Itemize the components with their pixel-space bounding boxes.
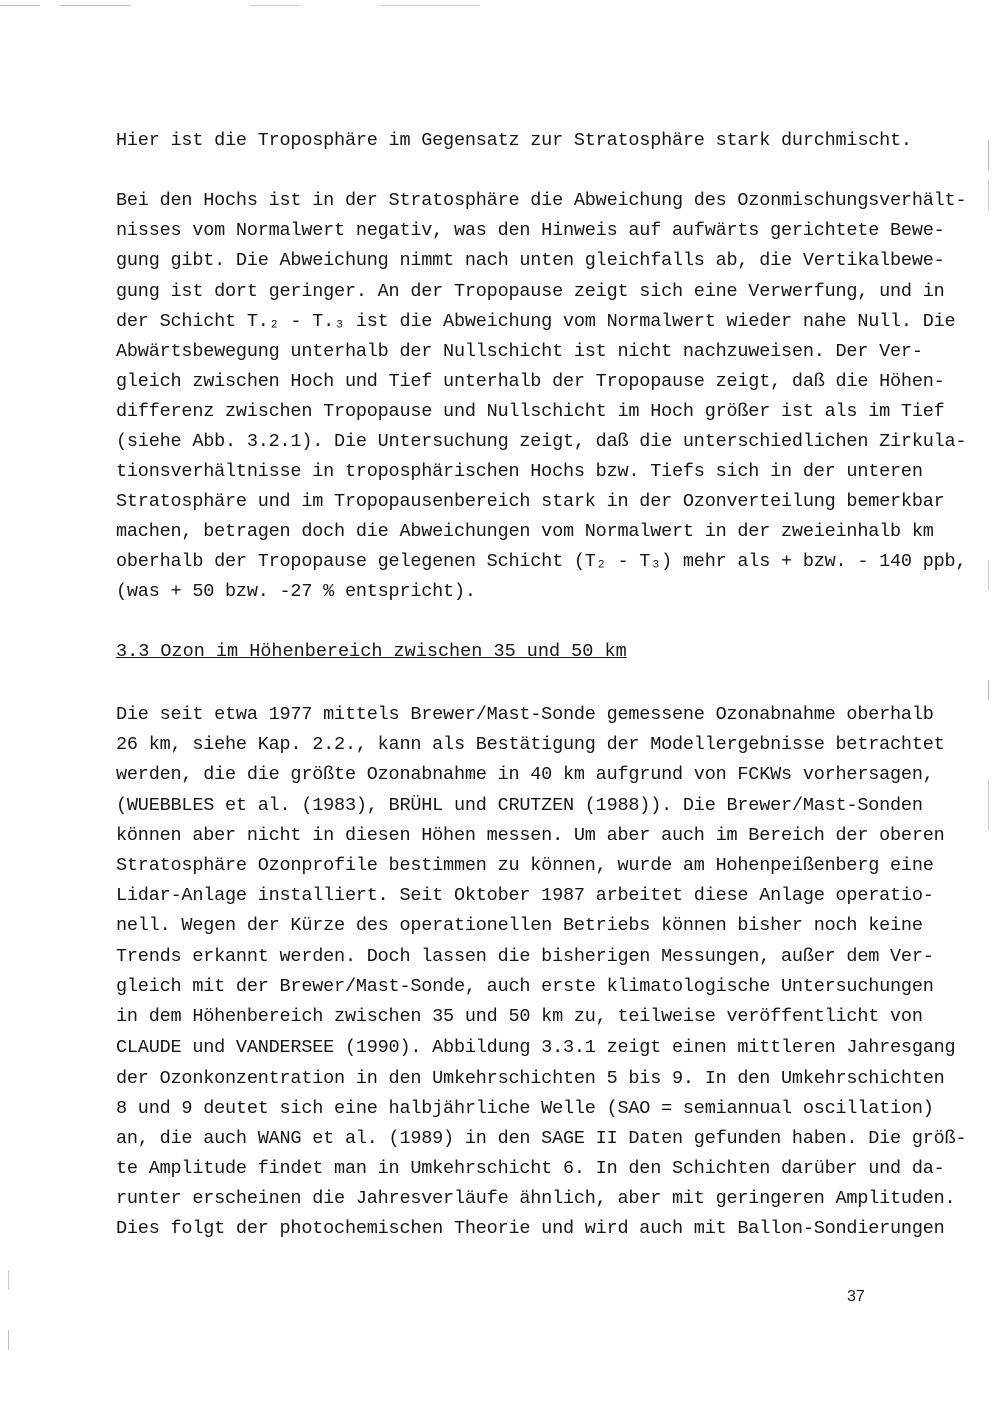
paragraph-line: gleich zwischen Hoch und Tief unterhalb der Tropopause zeigt, daß die Höhen- — [116, 371, 945, 392]
paragraph-line: nisses vom Normalwert negativ, was den Hinweis auf aufwärts gerichtete Bewe- — [116, 220, 945, 241]
page-number: 37 — [847, 1288, 865, 1305]
paragraph-line: gung gibt. Die Abweichung nimmt nach unten gleichfalls ab, die Vertikalbewe- — [116, 250, 945, 271]
paragraph-line: gung ist dort geringer. An der Tropopause zeigt sich eine Verwerfung, und in — [116, 281, 945, 302]
scan-artifact-left — [8, 1270, 9, 1410]
paragraph-line: tionsverhältnisse in troposphärischen Hochs bzw. Tiefs sich in der unteren — [116, 461, 923, 482]
paragraph-line: Lidar-Anlage installiert. Seit Oktober 1987 arbeitet diese Anlage operatio- — [116, 885, 934, 906]
paragraph-line: runter erscheinen die Jahresverläufe ähnlich, aber mit geringeren Amplituden. — [116, 1188, 956, 1209]
paragraph-line: Dies folgt der photochemischen Theorie und wird auch mit Ballon-Sondierungen — [116, 1218, 945, 1239]
paragraph-line: Bei den Hochs ist in der Stratosphäre die Abweichung des Ozonmischungsverhält- — [116, 190, 967, 211]
paragraph-line: CLAUDE und VANDERSEE (1990). Abbildung 3.3.1 zeigt einen mittleren Jahresgang — [116, 1037, 956, 1058]
paragraph-line: der Ozonkonzentration in den Umkehrschichten 5 bis 9. In den Umkehrschichten — [116, 1068, 945, 1089]
paragraph-line: 26 km, siehe Kap. 2.2., kann als Bestätigung der Modellergebnisse betrachtet — [116, 734, 945, 755]
paragraph-line: der Schicht T.₂ - T.₃ ist die Abweichung vom Normalwert wieder nahe Null. Die — [116, 311, 956, 332]
paragraph-line: Hier ist die Troposphäre im Gegensatz zur Stratosphäre stark durchmischt. — [116, 130, 912, 151]
paragraph-line: (was + 50 bzw. -27 % entspricht). — [116, 581, 476, 602]
paragraph-line: 8 und 9 deutet sich eine halbjährliche Welle (SAO = semiannual oscillation) — [116, 1098, 934, 1119]
section-heading: 3.3 Ozon im Höhenbereich zwischen 35 und 50 km — [116, 641, 627, 662]
paragraph-line: Stratosphäre und im Tropopausenbereich stark in der Ozonverteilung bemerkbar — [116, 491, 945, 512]
paragraph-line: Stratosphäre Ozonprofile bestimmen zu können, wurde am Hohenpeißenberg eine — [116, 855, 934, 876]
scan-artifact-top — [0, 5, 480, 6]
paragraph-line: (WUEBBLES et al. (1983), BRÜHL und CRUTZEN (1988)). Die Brewer/Mast-Sonden — [116, 795, 923, 816]
paragraph-line: können aber nicht in diesen Höhen messen. Um aber auch im Bereich der oberen — [116, 825, 945, 846]
paragraph-line: gleich mit der Brewer/Mast-Sonde, auch erste klimatologische Untersuchungen — [116, 976, 934, 997]
paragraph-line: te Amplitude findet man in Umkehrschicht 6. In den Schichten darüber und da- — [116, 1158, 945, 1179]
paragraph-line: werden, die die größte Ozonabnahme in 40 km aufgrund von FCKWs vorhersagen, — [116, 764, 934, 785]
paragraph-line: oberhalb der Tropopause gelegenen Schicht (T₂ - T₃) mehr als + bzw. - 140 ppb, — [116, 551, 967, 572]
paragraph-line: (siehe Abb. 3.2.1). Die Untersuchung zeigt, daß die unterschiedlichen Zirkula- — [116, 431, 967, 452]
paragraph-line: Trends erkannt werden. Doch lassen die bisherigen Messungen, außer dem Ver- — [116, 946, 934, 967]
paragraph-line: Abwärtsbewegung unterhalb der Nullschicht ist nicht nachzuweisen. Der Ver- — [116, 341, 923, 362]
paragraph-line: nell. Wegen der Kürze des operationellen Betriebs können bisher noch keine — [116, 915, 923, 936]
paragraph-line: Die seit etwa 1977 mittels Brewer/Mast-Sonde gemessene Ozonabnahme oberhalb — [116, 704, 934, 725]
paragraph-line: in dem Höhenbereich zwischen 35 und 50 km zu, teilweise veröffentlicht von — [116, 1006, 923, 1027]
paragraph-line: differenz zwischen Tropopause und Nullschicht im Hoch größer ist als im Tief — [116, 401, 945, 422]
paragraph-line: an, die auch WANG et al. (1989) in den SAGE II Daten gefunden haben. Die größ- — [116, 1128, 967, 1149]
scan-artifact-right — [988, 140, 989, 1140]
paragraph-line: machen, betragen doch die Abweichungen vom Normalwert in der zweieinhalb km — [116, 521, 934, 542]
